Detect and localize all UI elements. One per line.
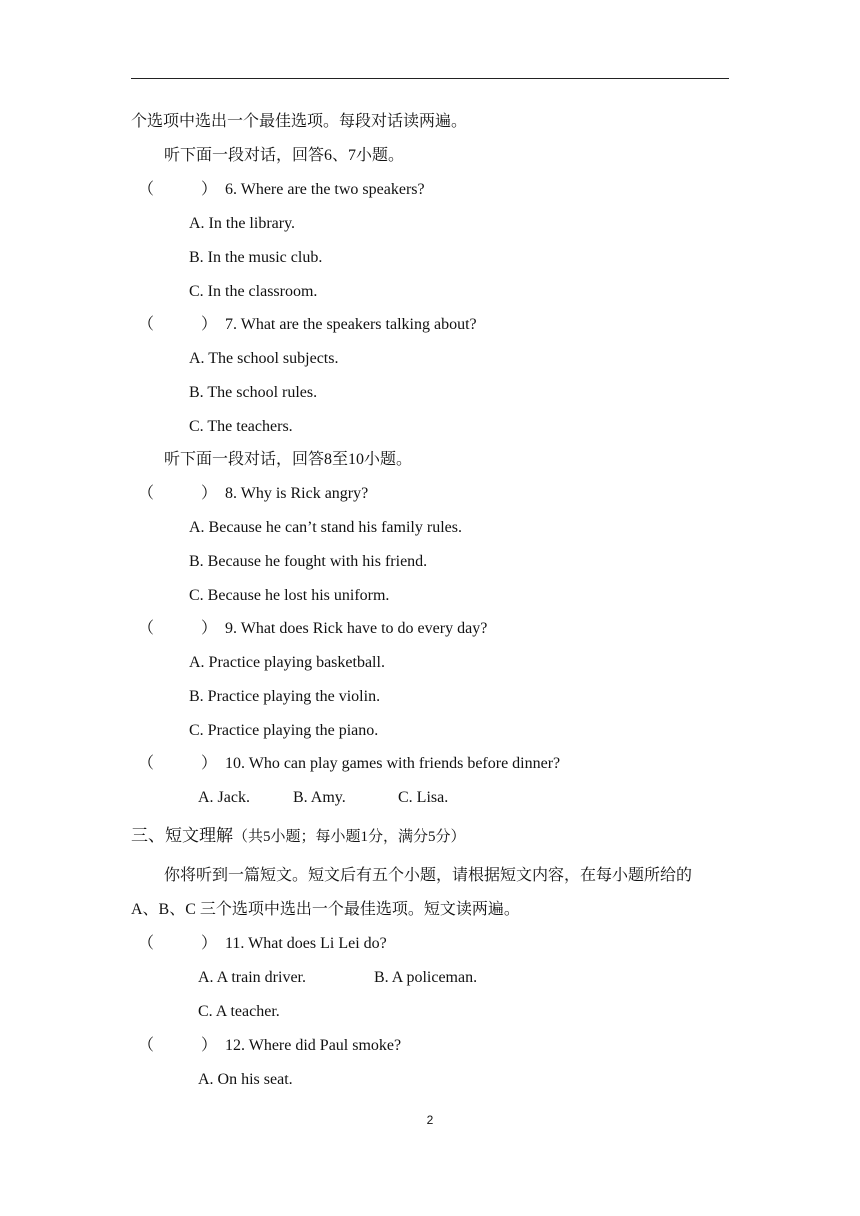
continued-instruction: 个选项中选出一个最佳选项。每段对话读两遍。 <box>131 113 468 130</box>
q9-option-b: B. Practice playing the violin. <box>189 688 381 705</box>
answer-bracket-close: ） <box>201 935 218 952</box>
section-3-title: 三、短文理解 <box>131 826 233 845</box>
q7-option-a: A. The school subjects. <box>189 350 339 367</box>
question-8: 8. Why is Rick angry? <box>225 485 369 502</box>
q7-option-c: C. The teachers. <box>189 418 293 435</box>
q6-option-a: A. In the library. <box>189 215 296 232</box>
q8-option-a: A. Because he can’t stand his family rules. <box>189 519 462 536</box>
q6-option-b: B. In the music club. <box>189 249 323 266</box>
question-12: 12. Where did Paul smoke? <box>225 1037 402 1054</box>
answer-bracket-open: （ <box>138 755 155 772</box>
question-7: 7. What are the speakers talking about? <box>225 316 477 333</box>
q6-option-c: C. In the classroom. <box>189 283 318 300</box>
answer-bracket-close: ） <box>201 620 218 637</box>
q11-option-a: A. A train driver. <box>198 969 306 986</box>
header-rule <box>131 78 729 79</box>
answer-bracket-open: （ <box>138 935 155 952</box>
q9-option-c: C. Practice playing the piano. <box>189 722 379 739</box>
q8-option-b: B. Because he fought with his friend. <box>189 553 428 570</box>
answer-bracket-close: ） <box>201 316 218 333</box>
answer-bracket-open: （ <box>138 316 155 333</box>
page-number: 2 <box>426 1113 434 1127</box>
q10-option-a: A. Jack. <box>198 789 250 806</box>
answer-bracket-close: ） <box>201 755 218 772</box>
question-10: 10. Who can play games with friends before dinner? <box>225 755 561 772</box>
answer-bracket-open: （ <box>138 181 155 198</box>
q7-option-b: B. The school rules. <box>189 384 318 401</box>
answer-bracket-open: （ <box>138 485 155 502</box>
q12-option-a: A. On his seat. <box>198 1071 293 1088</box>
q8-option-c: C. Because he lost his uniform. <box>189 587 390 604</box>
q11-option-c: C. A teacher. <box>198 1003 280 1020</box>
answer-bracket-close: ） <box>201 485 218 502</box>
question-9: 9. What does Rick have to do every day? <box>225 620 488 637</box>
section-3-instruction-line1: 你将听到一篇短文。短文后有五个小题，请根据短文内容，在每小题所给的 <box>164 867 693 884</box>
section-3-instruction-line2: A、B、C 三个选项中选出一个最佳选项。短文读两遍。 <box>131 901 520 918</box>
question-6: 6. Where are the two speakers? <box>225 181 425 198</box>
answer-bracket-close: ） <box>201 181 218 198</box>
answer-bracket-open: （ <box>138 620 155 637</box>
section-3-heading <box>131 826 466 847</box>
question-11: 11. What does Li Lei do? <box>225 935 387 952</box>
answer-bracket-close: ） <box>201 1037 218 1054</box>
dialog2-intro: 听下面一段对话，回答8至10小题。 <box>164 451 413 468</box>
q10-option-c: C. Lisa. <box>398 789 449 806</box>
answer-bracket-open: （ <box>138 1037 155 1054</box>
dialog1-intro: 听下面一段对话，回答6、7小题。 <box>164 147 405 164</box>
q11-option-b: B. A policeman. <box>374 969 478 986</box>
q10-option-b: B. Amy. <box>293 789 346 806</box>
section-3-scoring-note: （共5小题；每小题1分，满分5分） <box>233 829 466 845</box>
q9-option-a: A. Practice playing basketball. <box>189 654 385 671</box>
